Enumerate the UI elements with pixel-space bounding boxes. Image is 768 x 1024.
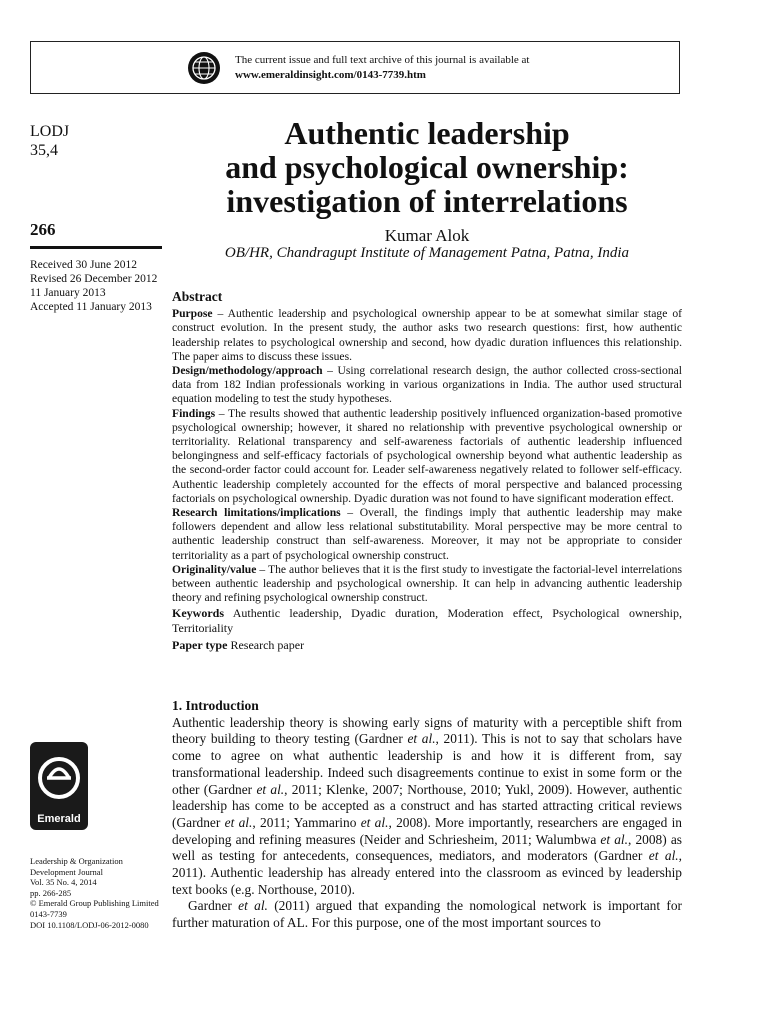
journal-url-link[interactable]: www.emeraldinsight.com/0143-7739.htm [235, 69, 426, 81]
banner-line: The current issue and full text archive of this journal is available at [235, 54, 530, 66]
text-run: (2011) argued that expanding the nomological network is important for further maturation of AL. For this purpose, one of the most important sources to [172, 898, 682, 931]
text-run-italic: et al. [360, 814, 389, 830]
title-line: investigation of interrelations [226, 183, 628, 219]
text-run: , 2011; Klenke, 2007; Northouse, 2010; Yukl, 2009). However, authentic leadership has come to be accepted as a construct and has started attracting critical reviews (Gardner [172, 781, 682, 830]
abstract-section [172, 290, 682, 652]
text-run: Authentic leadership theory is showing early signs of maturity with a perceptible shift from theory building to theory testing (Gardner [172, 714, 682, 747]
journal-abbreviation [30, 122, 69, 160]
title-line: Authentic leadership [284, 115, 570, 151]
pub-line: Vol. 35 No. 4, 2014 [30, 877, 97, 888]
text-run: , 2008). More importantly, researchers are engaged in developing and refining measures (Neider and Schriesheim, 2011; Walumbwa [172, 814, 683, 847]
text-run-italic: et al. [407, 731, 436, 747]
pub-line: pp. 266-285 [30, 887, 72, 898]
intro-heading: 1. Introduction [172, 698, 259, 713]
pub-line: 0143-7739 [30, 908, 67, 919]
abstract-limitations [172, 506, 682, 563]
keywords [172, 606, 682, 634]
emerald-logo-icon [34, 750, 84, 806]
abstract-heading: Abstract [172, 289, 223, 304]
text-run: , 2011). This is not to say that scholars have come to agree on what authentic leadership is and how it is different from, say transformational leadership. Indeed such disagreements continue to exist in some form or the other (Gardner [172, 731, 682, 797]
logo-text: Emerald [37, 813, 81, 825]
paper-type [172, 638, 682, 652]
date-line: Revised 26 December 2012 [30, 273, 158, 285]
paper-type-text: Research paper [230, 637, 305, 652]
section-label: Originality/value [172, 562, 257, 576]
publication-info [30, 856, 160, 930]
text-run-italic: et al. [600, 831, 628, 847]
abstract-design [172, 364, 682, 407]
text-run: Gardner [188, 898, 239, 914]
keywords-label: Keywords [172, 606, 224, 621]
banner-text [235, 53, 529, 83]
date-line: 11 January 2013 [30, 287, 106, 299]
journal-banner [30, 41, 680, 94]
section-text: – The author believes that it is the first study to investigate the factorial-level interrelations between authentic leadership and psychological ownership. It can help in advancing authentic leadership theory and refining psychological ownership construct. [172, 562, 682, 605]
date-line: Received 30 June 2012 [30, 259, 137, 271]
section-label: Purpose [172, 307, 213, 321]
section-label: Research limitations/implications [172, 506, 341, 520]
abstract-originality [172, 563, 682, 606]
received-dates [30, 258, 157, 314]
keywords-text: Authentic leadership, Dyadic duration, Moderation effect, Psychological ownership, Territoriality [172, 606, 682, 635]
page-number: 266 [30, 220, 56, 239]
journal-abbr-text: LODJ [30, 123, 70, 140]
pub-line: Leadership & Organization [30, 856, 123, 866]
pub-line: © Emerald Group Publishing Limited [30, 898, 159, 909]
abstract-findings [172, 407, 682, 506]
paper-type-label: Paper type [172, 637, 228, 652]
intro-paragraph [172, 715, 682, 899]
article-title [172, 116, 682, 218]
text-run-italic: et al. [648, 848, 679, 864]
doi: DOI 10.1108/LODJ-06-2012-0080 [30, 919, 149, 930]
text-run-italic: et al. [256, 781, 285, 797]
section-text: – Using correlational research design, the author collected cross-sectional data from 182 Indian professionals working in various organizations in India. The author used structural equation modeling to test the study hypotheses. [172, 364, 682, 406]
title-line: and psychological ownership: [225, 149, 629, 185]
emerald-globe-icon [187, 51, 221, 85]
introduction-section [172, 698, 682, 932]
section-label: Design/methodology/approach [172, 364, 323, 378]
sidebar-rule [30, 246, 162, 249]
text-run-italic: et al. [238, 898, 268, 914]
text-run: , 2011; Yammarino [252, 814, 361, 830]
emerald-logo [30, 742, 88, 830]
author-affiliation: OB/HR, Chandragupt Institute of Management Patna, Patna, India [224, 245, 630, 261]
volume-issue: 35,4 [30, 142, 58, 159]
section-label: Findings [172, 406, 216, 420]
author-name: Kumar Alok [384, 226, 470, 245]
text-run-italic: et al. [224, 814, 253, 830]
section-text: – The results showed that authentic leadership positively influenced organization-based promotive psychological ownership; however, it shared no relationship with preventive psychological ownership or territoriality. Relational transparency and self-awareness factorials of authentic leadership influenced belongingness and self-efficacy factorials of psychological ownership beyond what authentic leadership as the second-order factor could account for. Leader self-awareness negatively related to follower self-efficacy. Authentic leadership completely accounted for the effects of moral perspective and balanced processing factorials on psychological ownership. Dyadic duration was not found to have significant moderation effect. [172, 406, 682, 505]
section-text: – Authentic leadership and psychological ownership appear to be at somewhat similar stage of construct evolution. In the present study, the author asks two research questions: first, how authentic leadership relates to psychological ownership and second, how dyadic duration influences this relationship. The paper aims to discuss these issues. [172, 307, 682, 363]
pub-line: Development Journal [30, 866, 103, 877]
text-run: , 2008) as well as testing for antecedents, consequences, mediators, and moderators (Gardner [172, 831, 682, 864]
section-text: – Overall, the findings imply that authentic leadership may make followers dependent and allow less relational substitutability. Moral perspective may be more central to authentic leadership construct than self-awareness. Moreover, it may not be appropriate to consider territoriality as a part of psychological ownership construct. [172, 506, 682, 562]
text-run: , 2011). Authentic leadership has already entered into the classroom as evinced by leadership text books (e.g. Northouse, 2010). [172, 848, 682, 897]
abstract-purpose [172, 307, 682, 364]
intro-paragraph [172, 898, 682, 931]
date-line: Accepted 11 January 2013 [30, 301, 152, 313]
